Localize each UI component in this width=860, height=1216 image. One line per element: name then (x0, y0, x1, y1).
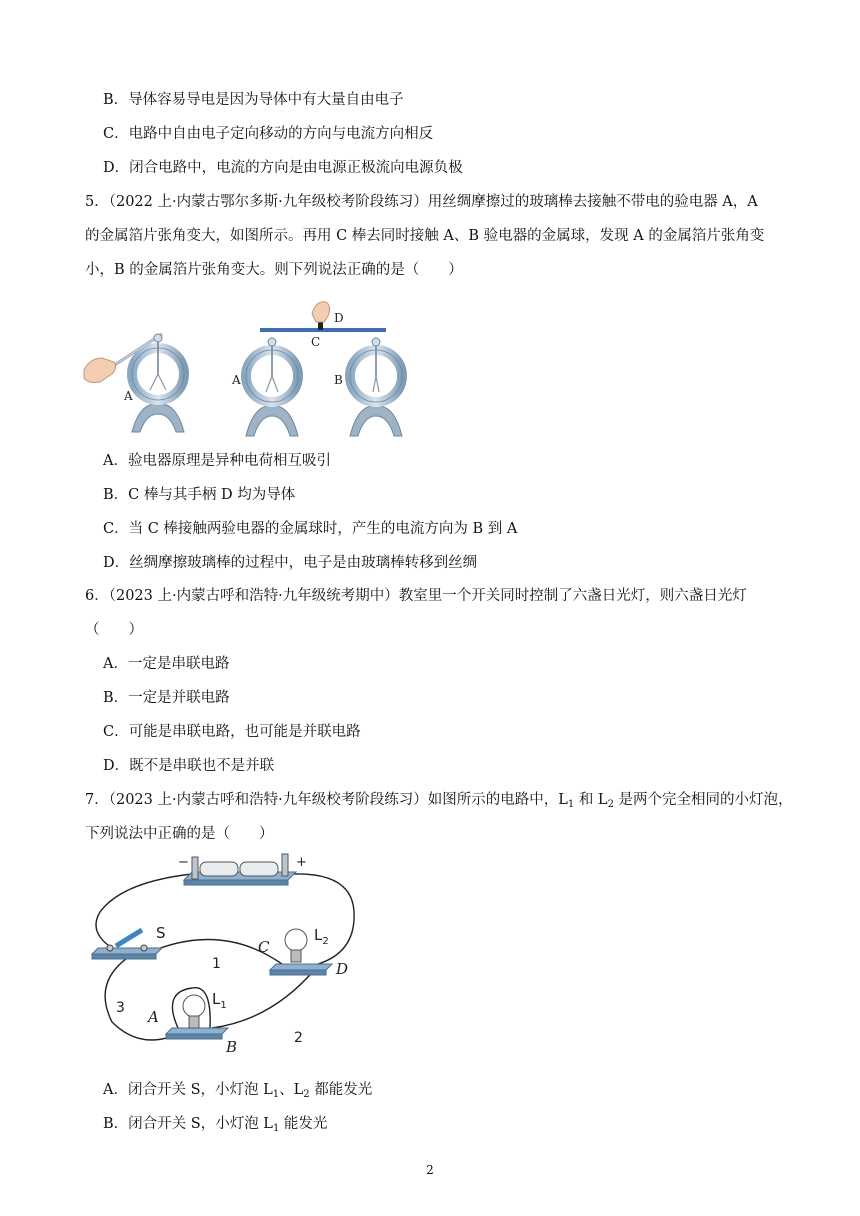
q4-option-c: C．电路中自由电子定向移动的方向与电流方向相反 (103, 126, 434, 142)
label-wire-3: 3 (116, 1000, 125, 1016)
label-l1-sub: 1 (220, 1000, 227, 1011)
q5-stem-line-2: 的金属箔片张角变大，如图所示。再用 C 棒去同时接触 A、B 验电器的金属球，发现 A 的金属箔片张角变 (85, 228, 765, 244)
label-l1-letter: L (212, 990, 221, 1008)
battery-plus: + (296, 855, 307, 870)
label-l2-letter: L (314, 926, 323, 944)
q7-stem-line-1 (85, 790, 793, 815)
electroscope-figure (80, 292, 420, 442)
q5-option-d: D．丝绸摩擦玻璃棒的过程中，电子是由玻璃棒转移到丝绸 (103, 555, 478, 571)
label-a-middle: A (232, 373, 241, 387)
label-d-point: D (336, 960, 349, 978)
label-b-point: B (226, 1038, 238, 1054)
label-c: C (311, 335, 321, 349)
q7-option-b (103, 1114, 327, 1139)
label-d: D (334, 311, 344, 325)
q6-option-b: B．一定是并联电路 (103, 690, 230, 706)
label-l2 (314, 926, 329, 947)
q7-stem-sub-1: 1 (567, 799, 575, 810)
q5-option-b: B．C 棒与其手柄 D 均为导体 (103, 487, 296, 503)
q7-option-b-pre: B．闭合开关 S，小灯泡 L (103, 1116, 273, 1132)
q7-option-a-mid: 、L (279, 1082, 304, 1098)
electroscope-b (350, 338, 402, 436)
q6-stem-line-1: 6．（2023 上·内蒙古呼和浩特·九年级统考期中）教室里一个开关同时控制了六盏日光灯，则六盏日光灯 (85, 588, 747, 604)
electroscope-a-middle (246, 338, 298, 436)
q6-option-c: C．可能是串联电路，也可能是并联电路 (103, 724, 361, 740)
label-l2-sub: 2 (322, 936, 329, 947)
label-l1 (212, 990, 227, 1011)
label-a-point: A (148, 1008, 159, 1026)
q4-option-d: D．闭合电路中，电流的方向是由电源正极流向电源负极 (103, 160, 463, 176)
q6-option-d: D．既不是串联也不是并联 (103, 758, 275, 774)
label-b: B (334, 373, 343, 387)
q7-stem-line-2: 下列说法中正确的是（ ） (85, 826, 274, 842)
label-a-left: A (124, 389, 133, 403)
q7-option-b-sub: 1 (272, 1123, 280, 1134)
q7-option-a-sub-2: 2 (303, 1089, 310, 1100)
label-s: S (156, 924, 166, 942)
q7-option-a-pre: A．闭合开关 S，小灯泡 L (103, 1082, 273, 1098)
q7-option-b-post: 能发光 (279, 1116, 328, 1132)
q5-option-c: C．当 C 棒接触两验电器的金属球时，产生的电流方向为 B 到 A (103, 521, 518, 537)
q7-stem-text-mid: 和 L (574, 792, 608, 808)
wire-2 (212, 968, 316, 1028)
q5-stem-line-1: 5．（2022 上·内蒙古鄂尔多斯·九年级校考阶段练习）用丝绸摩擦过的玻璃棒去接触不带电的验电器 A，A (85, 194, 758, 210)
battery-pack (184, 854, 296, 885)
q6-option-a: A．一定是串联电路 (103, 656, 230, 672)
q7-stem-text-pre: 7．（2023 上·内蒙古呼和浩特·九年级校考阶段练习）如图所示的电路中，L (85, 792, 568, 808)
q6-stem-line-2: （ ） (85, 622, 143, 638)
c-rod (260, 302, 386, 330)
label-wire-2: 2 (294, 1030, 303, 1046)
q7-option-a-post: 都能发光 (309, 1082, 373, 1098)
q7-option-a (103, 1080, 372, 1105)
q5-option-a: A．验电器原理是异种电荷相互吸引 (103, 453, 331, 469)
battery-minus: − (178, 855, 189, 870)
q7-stem-sub-2: 2 (607, 799, 614, 810)
hand-with-rod (84, 334, 162, 383)
page-number: 2 (426, 1163, 434, 1177)
wire-3 (105, 956, 182, 1040)
q4-option-b: B．导体容易导电是因为导体中有大量自由电子 (103, 92, 404, 108)
q7-stem-text-post: 是两个完全相同的小灯泡， (613, 792, 793, 808)
circuit-figure (82, 852, 372, 1054)
q5-stem-line-3: 小，B 的金属箔片张角变大。则下列说法正确的是（ ） (85, 262, 463, 278)
q7-option-a-sub-1: 1 (272, 1089, 280, 1100)
label-c-point: C (258, 938, 270, 956)
switch-s (92, 930, 162, 959)
label-wire-1: 1 (212, 956, 221, 972)
